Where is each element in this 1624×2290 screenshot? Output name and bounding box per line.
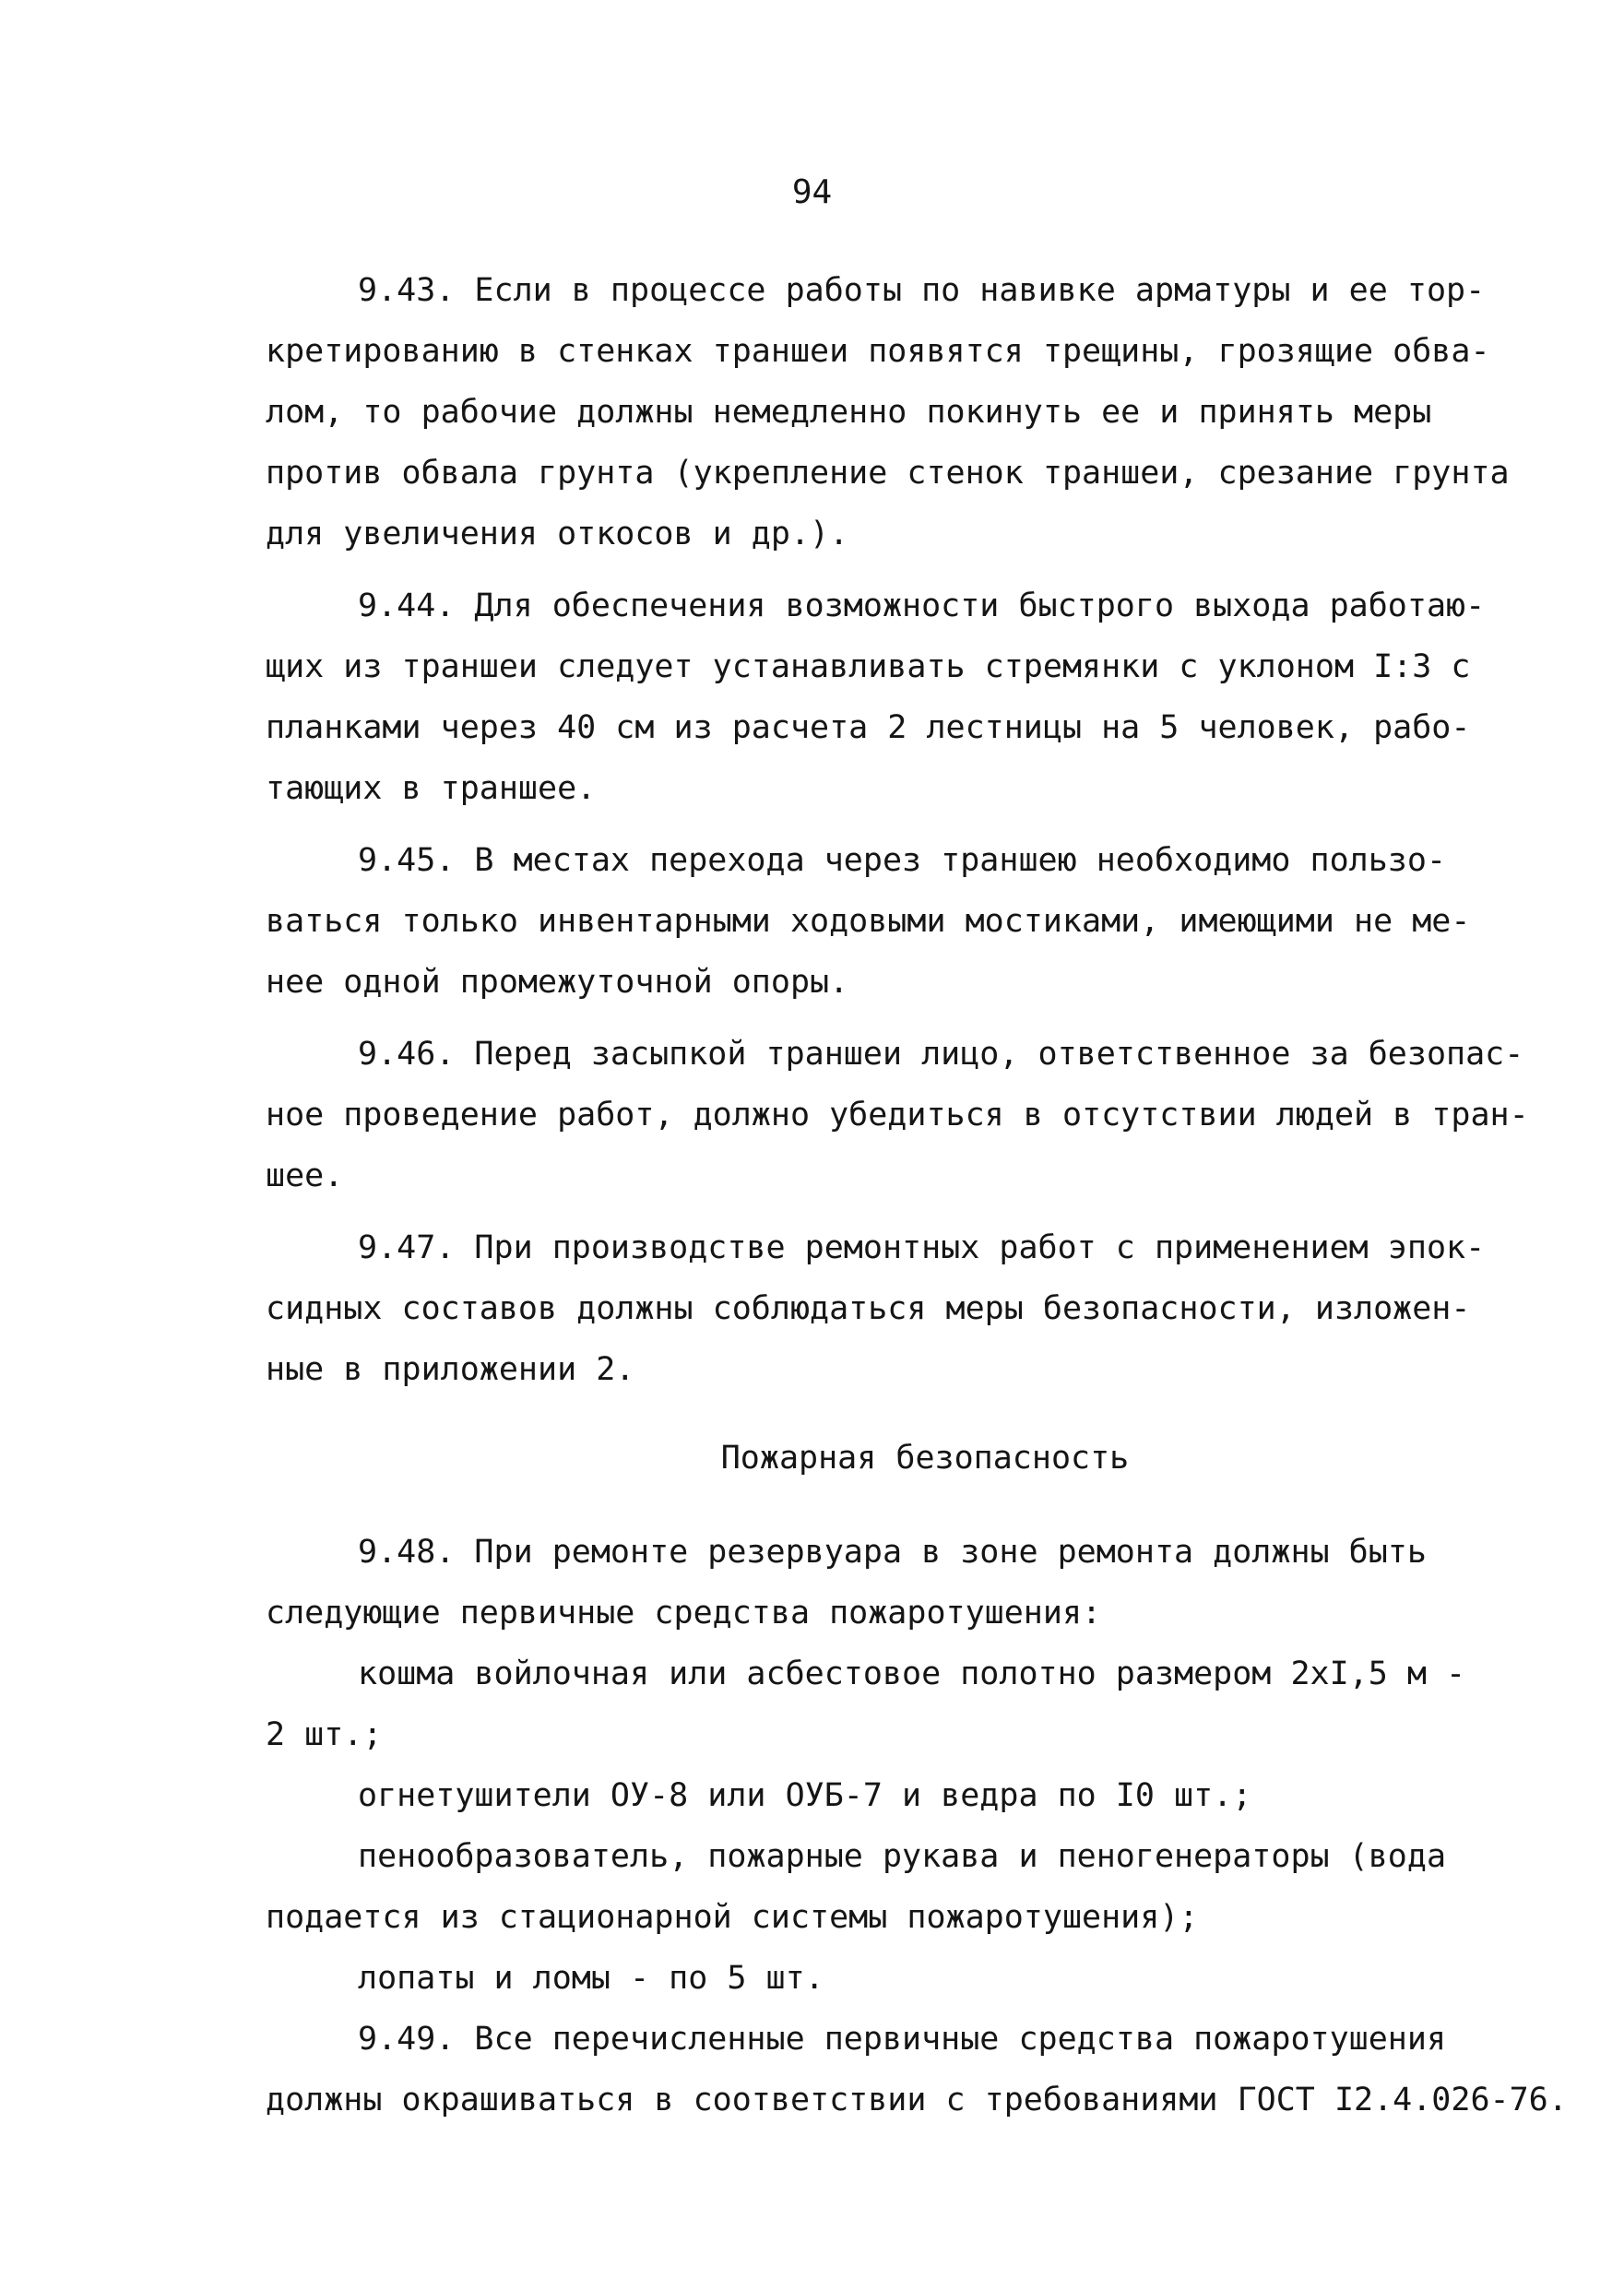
paragraph-9-43 [266,260,1510,564]
list-item [266,1948,1474,2009]
text-line: 9.43. Если в процессе работы по навивке арматуры и ее тор- [358,272,1486,309]
paragraph-9-47 [266,1217,1486,1400]
paragraph-9-49 [266,2009,1568,2130]
text-line: пенообразователь, пожарные рукава и пеногенераторы (вода [358,1838,1447,1875]
text-line: 9.48. При ремонте резервуара в зоне ремонта должны быть [358,1534,1427,1571]
text-line: тающих в траншее. [266,770,597,807]
text-line: сидных составов должны соблюдаться меры безопасности, изложен- [266,1290,1471,1327]
list-item [266,1826,1474,1948]
text-line: кретированию в стенках траншеи появятся трещины, грозящие обва- [266,333,1490,370]
paragraph-9-45 [266,830,1474,1013]
text-line: лопаты и ломы - по 5 шт. [358,1960,824,1997]
text-line: ные в приложении 2. [266,1351,635,1388]
paragraph-9-46 [266,1024,1529,1206]
text-line: планками через 40 см из расчета 2 лестницы на 5 человек, рабо- [266,709,1471,746]
text-line: для увеличения откосов и др.). [266,516,849,552]
page-number: 94 [791,173,833,211]
text-line: шее. [266,1157,344,1194]
text-line: нее одной промежуточной опоры. [266,964,849,1001]
text-line: ваться только инвентарными ходовыми мостиками, имеющими не ме- [266,903,1471,940]
section-heading: Пожарная безопасность [720,1440,1130,1477]
paragraph-9-48 [266,1522,1474,1643]
text-line: 9.46. Перед засыпкой траншеи лицо, ответственное за безопас- [358,1036,1524,1073]
paragraph-9-44 [266,575,1486,819]
text-line: щих из траншеи следует устанавливать стремянки с уклоном I:3 с [266,648,1471,685]
text-line: лом, то рабочие должны немедленно покинуть ее и принять меры [266,394,1432,431]
text-line: 2 шт.; [266,1716,383,1753]
text-line: должны окрашиваться в соответствии с требованиями ГОСТ I2.4.026-76. [266,2082,1568,2118]
text-line: 9.44. Для обеспечения возможности быстрого выхода работаю- [358,587,1486,624]
text-line: против обвала грунта (укрепление стенок траншеи, срезание грунта [266,455,1510,492]
text-line: кошма войлочная или асбестовое полотно размером 2хI,5 м - [358,1655,1466,1692]
text-line: ное проведение работ, должно убедиться в отсутствии людей в тран- [266,1097,1529,1133]
text-line: подается из стационарной системы пожаротушения); [266,1899,1199,1936]
text-line: 9.47. При производстве ремонтных работ с применением эпок- [358,1229,1486,1266]
text-line: следующие первичные средства пожаротушения: [266,1595,1102,1631]
list-item [266,1643,1474,1765]
list-item [266,1765,1474,1826]
document-body [266,260,1568,2142]
text-line: огнетушители ОУ-8 или ОУБ-7 и ведра по I0 шт.; [358,1777,1252,1814]
text-line: 9.45. В местах перехода через траншею необходимо пользо- [358,842,1447,879]
text-line: 9.49. Все перечисленные первичные средства пожаротушения [358,2021,1447,2058]
